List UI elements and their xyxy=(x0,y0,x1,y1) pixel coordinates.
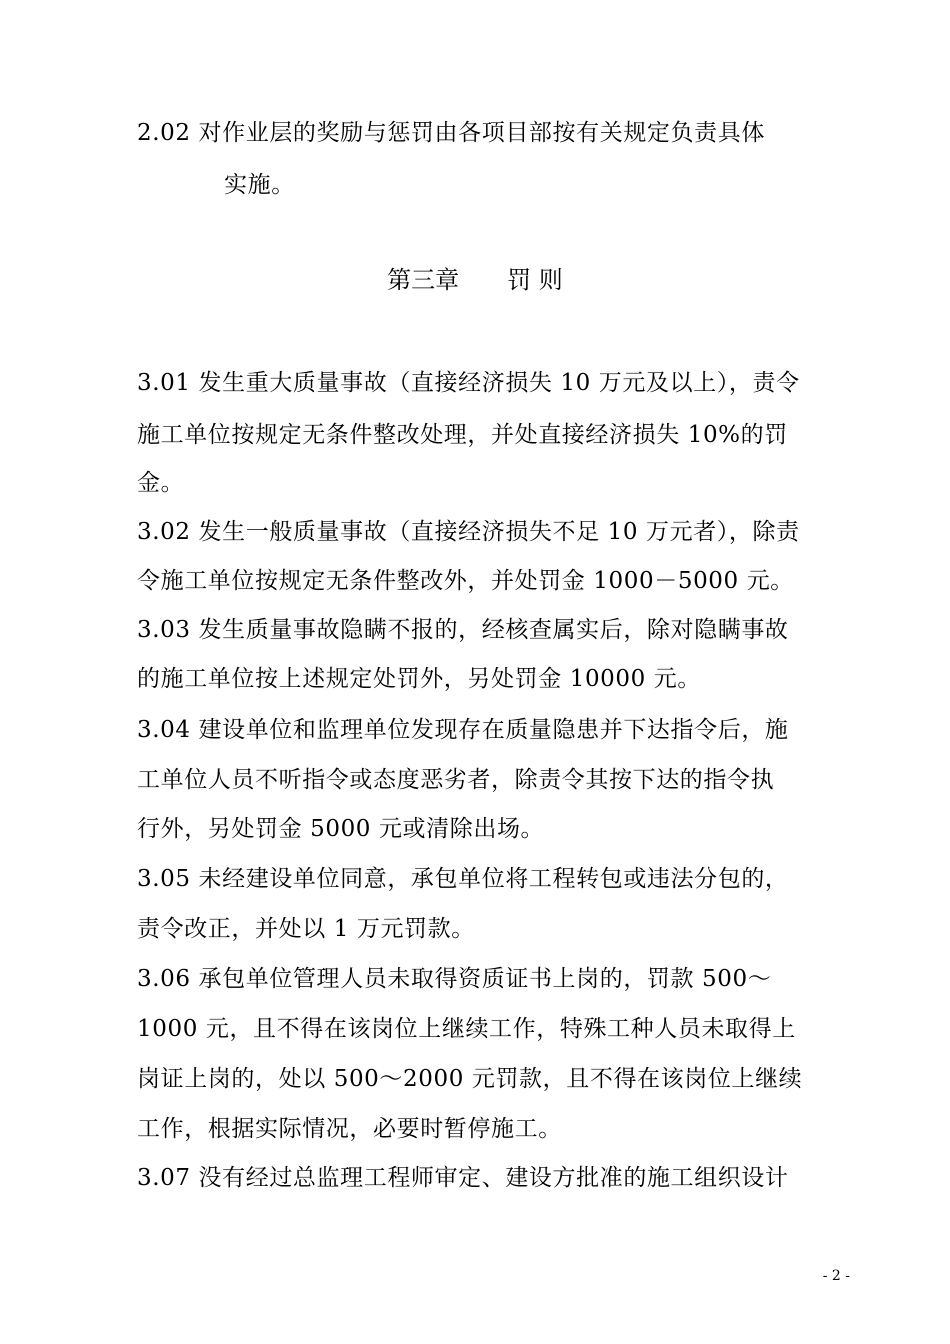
clause-3-07-line-1: 3.07 没有经过总监理工程师审定、建设方批准的施工组织设计 xyxy=(137,1165,789,1191)
clause-3-06-line-4: 工作，根据实际情况，必要时暂停施工。 xyxy=(137,1116,562,1142)
clause-2-02-line-2: 实施。 xyxy=(224,172,295,198)
clause-3-01-line-3: 金。 xyxy=(137,470,185,496)
clause-3-04-line-1: 3.04 建设单位和监理单位发现存在质量隐患并下达指令后，施 xyxy=(137,717,789,743)
clause-3-04-line-2: 工单位人员不听指令或态度恶劣者，除责令其按下达的指令执 xyxy=(137,767,775,793)
clause-3-05-line-2: 责令改正，并处以 1 万元罚款。 xyxy=(137,916,475,942)
clause-3-03-line-1: 3.03 发生质量事故隐瞒不报的，经核查属实后，除对隐瞒事故 xyxy=(137,617,789,643)
clause-3-06-line-2: 1000 元，且不得在该岗位上继续工作，特殊工种人员未取得上 xyxy=(137,1016,796,1042)
clause-3-01-line-2: 施工单位按规定无条件整改处理，并处直接经济损失 10%的罚 xyxy=(137,422,788,448)
clause-3-05-line-1: 3.05 未经建设单位同意，承包单位将工程转包或违法分包的， xyxy=(137,866,789,892)
clause-3-02-line-1: 3.02 发生一般质量事故（直接经济损失不足 10 万元者），除责 xyxy=(137,519,800,545)
clause-3-03-line-2: 的施工单位按上述规定处罚外，另处罚金 10000 元。 xyxy=(137,666,701,692)
clause-2-02-line-1: 2.02 对作业层的奖励与惩罚由各项目部按有关规定负责具体 xyxy=(137,120,765,146)
clause-3-06-line-1: 3.06 承包单位管理人员未取得资质证书上岗的，罚款 500～ xyxy=(137,966,772,992)
clause-3-02-line-2: 令施工单位按规定无条件整改外，并处罚金 1000－5000 元。 xyxy=(137,568,794,594)
clause-3-06-line-3: 岗证上岗的，处以 500～2000 元罚款，且不得在该岗位上继续 xyxy=(137,1066,803,1092)
chapter-title: 第三章 罚 则 xyxy=(387,266,563,294)
clause-3-01-line-1: 3.01 发生重大质量事故（直接经济损失 10 万元及以上），责令 xyxy=(137,370,800,396)
clause-3-04-line-3: 行外，另处罚金 5000 元或清除出场。 xyxy=(137,816,545,842)
page-number: - 2 - xyxy=(822,1268,850,1284)
